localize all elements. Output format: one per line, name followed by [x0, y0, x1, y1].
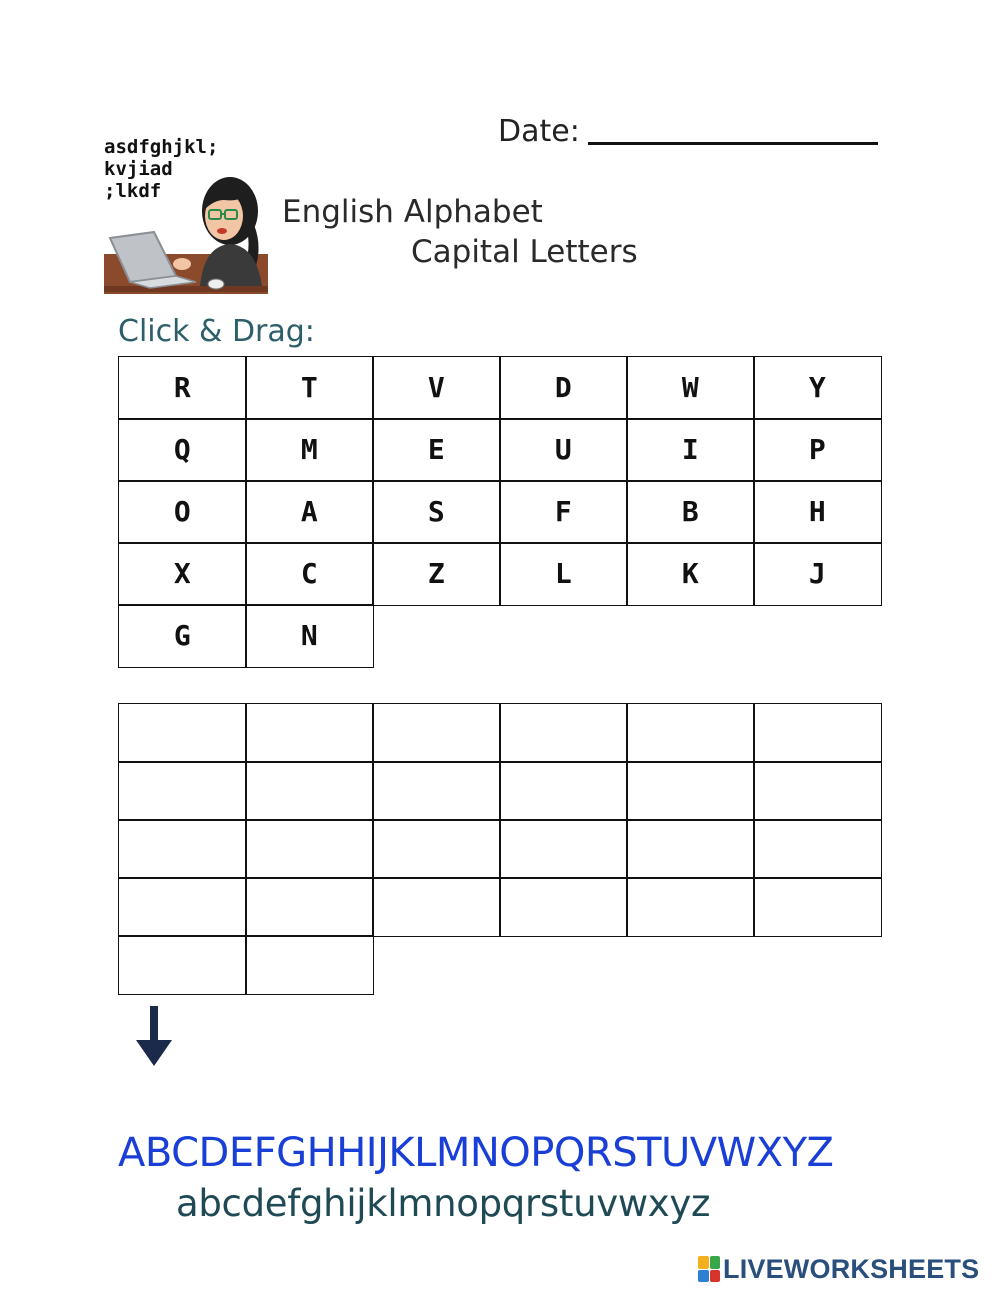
drop-slot[interactable] — [372, 819, 501, 879]
teacher-illustration — [104, 136, 272, 296]
letter-tile[interactable] — [753, 542, 882, 606]
letter-tile[interactable] — [499, 356, 628, 420]
letter-tile[interactable] — [245, 604, 374, 668]
letter-tile[interactable] — [245, 542, 374, 606]
letter-tile[interactable] — [245, 480, 374, 544]
drop-slot[interactable] — [626, 877, 755, 937]
date-label — [498, 114, 878, 149]
tile-letter: X — [173, 557, 191, 591]
tile-letter: A — [300, 495, 318, 529]
letter-tile[interactable] — [499, 542, 628, 606]
arrow-down-icon — [136, 1006, 172, 1066]
tile-letter: H — [808, 495, 826, 529]
drop-slot[interactable] — [245, 761, 374, 821]
tile-letter: Q — [173, 433, 191, 467]
letter-tile[interactable] — [245, 418, 374, 482]
answer-slots-grid — [118, 703, 880, 993]
letter-tile[interactable] — [118, 542, 247, 606]
tile-letter: J — [808, 557, 826, 591]
scribble-line: asdfghjkl; — [104, 136, 219, 158]
drop-slot[interactable] — [245, 935, 374, 995]
tile-letter: C — [300, 557, 318, 591]
letter-tile[interactable] — [118, 480, 247, 544]
drop-slot[interactable] — [372, 703, 501, 763]
drop-slot[interactable] — [245, 819, 374, 879]
tile-letter: P — [808, 433, 826, 467]
drop-slot[interactable] — [118, 935, 247, 995]
letter-tile[interactable] — [626, 542, 755, 606]
scribble-line: ;lkdf — [104, 180, 162, 202]
drop-slot[interactable] — [753, 819, 882, 879]
letter-tile[interactable] — [626, 480, 755, 544]
drop-slot[interactable] — [499, 819, 628, 879]
drop-slot[interactable] — [245, 877, 374, 937]
tile-letter: W — [681, 371, 699, 405]
letter-tiles-grid — [118, 356, 880, 666]
letter-tile[interactable] — [753, 418, 882, 482]
letter-tile[interactable] — [753, 356, 882, 420]
drop-slot[interactable] — [118, 877, 247, 937]
liveworksheets-logo — [698, 1254, 979, 1284]
teacher-avatar-icon — [104, 136, 272, 296]
letter-tile[interactable] — [626, 356, 755, 420]
drop-slot[interactable] — [118, 761, 247, 821]
drop-slot[interactable] — [372, 761, 501, 821]
date-line — [588, 114, 878, 145]
letter-tile[interactable] — [372, 480, 501, 544]
logo-badge-icon — [698, 1256, 720, 1282]
drop-slot[interactable] — [626, 761, 755, 821]
worksheet-title-line1: English Alphabet — [282, 194, 543, 230]
tile-letter: F — [554, 495, 572, 529]
drop-slot[interactable] — [753, 703, 882, 763]
letter-tile[interactable] — [118, 418, 247, 482]
instruction-label: Click & Drag: — [118, 314, 315, 349]
letter-tile[interactable] — [626, 418, 755, 482]
tile-letter: K — [681, 557, 699, 591]
drop-slot[interactable] — [499, 877, 628, 937]
tile-letter: B — [681, 495, 699, 529]
tile-letter: G — [173, 619, 191, 653]
tile-letter: M — [300, 433, 318, 467]
logo-text: LIVEWORKSHEETS — [723, 1253, 980, 1284]
tile-letter: Y — [808, 371, 826, 405]
tile-letter: N — [300, 619, 318, 653]
tile-letter: R — [173, 371, 191, 405]
tile-letter: S — [427, 495, 445, 529]
drop-slot[interactable] — [753, 761, 882, 821]
drop-slot[interactable] — [626, 703, 755, 763]
letter-tile[interactable] — [499, 418, 628, 482]
drop-slot[interactable] — [499, 703, 628, 763]
uppercase-alphabet: ABCDEFGHHIJKLMNOPQRSTUVWXYZ — [118, 1130, 834, 1176]
scribble-line: kvjiad — [104, 158, 173, 180]
letter-tile[interactable] — [372, 356, 501, 420]
letter-tile[interactable] — [753, 480, 882, 544]
lowercase-alphabet: abcdefghijklmnopqrstuvwxyz — [176, 1182, 711, 1225]
letter-tile[interactable] — [372, 418, 501, 482]
drop-slot[interactable] — [245, 703, 374, 763]
tile-letter: U — [554, 433, 572, 467]
drop-slot[interactable] — [499, 761, 628, 821]
tile-letter: E — [427, 433, 445, 467]
drop-slot[interactable] — [372, 877, 501, 937]
worksheet-title-line2: Capital Letters — [411, 234, 638, 270]
letter-tile[interactable] — [245, 356, 374, 420]
letter-tile[interactable] — [118, 356, 247, 420]
drop-slot[interactable] — [753, 877, 882, 937]
drop-slot[interactable] — [118, 703, 247, 763]
drop-slot[interactable] — [626, 819, 755, 879]
tile-letter: I — [681, 433, 699, 467]
tile-letter: V — [427, 371, 445, 405]
tile-letter: O — [173, 495, 191, 529]
date-label-text: Date: — [498, 114, 580, 149]
tile-letter: Z — [427, 557, 445, 591]
drop-slot[interactable] — [118, 819, 247, 879]
letter-tile[interactable] — [499, 480, 628, 544]
letter-tile[interactable] — [118, 604, 247, 668]
tile-letter: T — [300, 371, 318, 405]
tile-letter: L — [554, 557, 572, 591]
tile-letter: D — [554, 371, 572, 405]
letter-tile[interactable] — [372, 542, 501, 606]
